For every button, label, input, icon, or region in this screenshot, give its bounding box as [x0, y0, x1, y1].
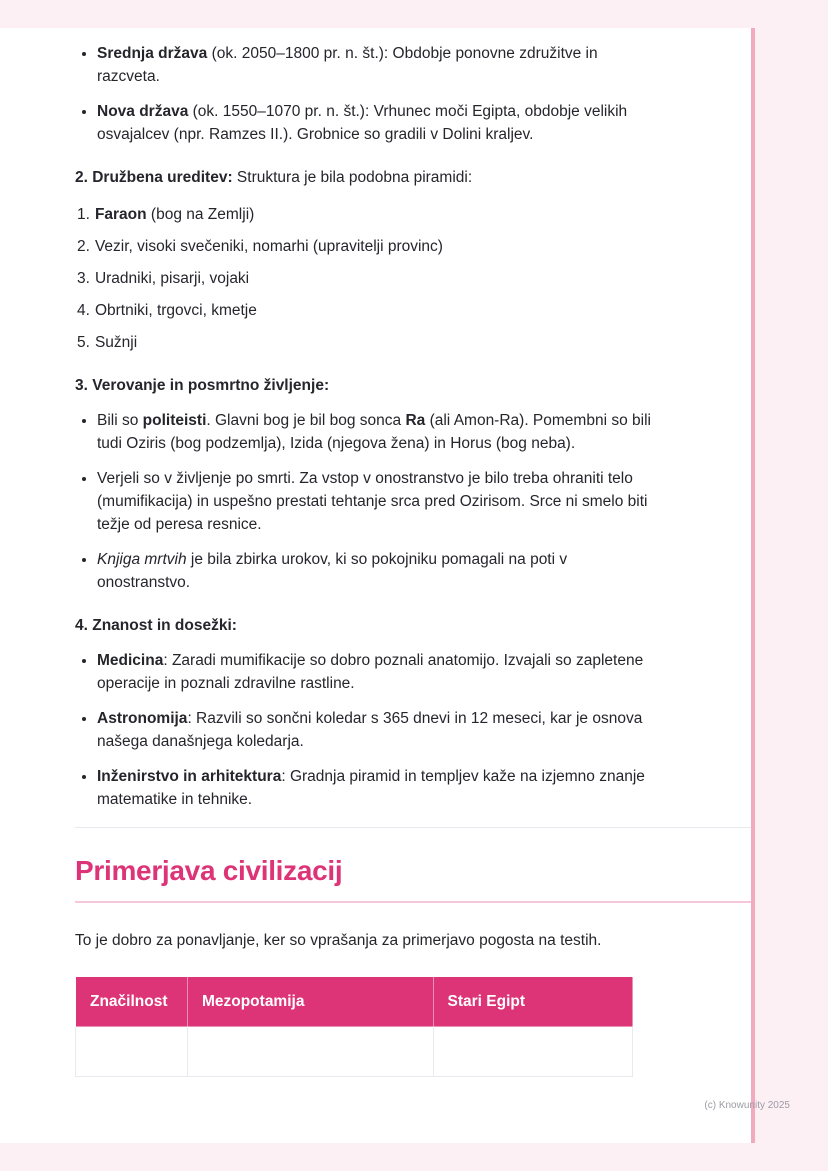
text-segment: Nova država — [97, 103, 189, 120]
text-segment: : Zaradi mumifikacije so dobro poznali anatomijo. Izvajali so zapletene operacije in poznali zdravilne rastline. — [97, 652, 644, 692]
list-number: 1. — [77, 206, 90, 223]
list-item — [97, 707, 652, 753]
text-segment: Obrtniki, trgovci, kmetje — [94, 302, 257, 319]
comparison-title: Primerjava civilizacij — [75, 855, 343, 886]
title-underline — [75, 901, 751, 903]
text-segment: je bila zbirka urokov, ki so pokojniku pomagali na poti v onostranstvo. — [97, 551, 568, 591]
list-number: 3. — [77, 270, 90, 287]
table-header-cell: Stari Egipt — [433, 977, 633, 1027]
text-segment: Bili so — [97, 412, 143, 429]
text-segment: Vezir, visoki svečeniki, nomarhi (upravitelji provinc) — [94, 238, 443, 255]
text-segment: (ok. 1550–1070 pr. n. št.): Vrhunec moči Egipta, obdobje velikih osvajalcev (npr. Ramzes II.). Grobnice so gradili v Dolini kraljev. — [97, 103, 628, 143]
science-list — [75, 649, 751, 811]
section-divider — [75, 827, 751, 828]
text-segment: : Gradnja piramid in templjev kaže na izjemno znanje matematike in tehnike. — [97, 768, 645, 808]
list-item — [97, 467, 652, 536]
text-segment: (bog na Zemlji) — [146, 206, 255, 223]
hierarchy-list — [75, 203, 751, 354]
list-number: 4. — [77, 302, 90, 319]
list-number: 2. — [77, 238, 90, 255]
section-3-heading — [75, 374, 642, 397]
table-header-cell: Značilnost — [76, 977, 188, 1027]
section-2-heading — [75, 166, 642, 189]
text-segment: politeisti — [142, 412, 207, 429]
text-segment: Ra — [405, 412, 426, 429]
table-cell — [187, 1027, 433, 1077]
beliefs-list — [75, 409, 751, 594]
text-segment: Inženirstvo in arhitektura — [97, 768, 282, 785]
list-item — [97, 100, 652, 146]
comparison-table — [75, 976, 633, 1077]
table-header-cell: Mezopotamija — [187, 977, 433, 1027]
text-segment: (ali Amon-Ra). Pomembni so bili tudi Oziris (bog podzemlja), Izida (njegova žena) in Horus (bog neba). — [97, 412, 651, 452]
text-segment: Struktura je bila podobna piramidi: — [232, 169, 473, 186]
list-item — [97, 409, 652, 455]
section-label: 4. Znanost in dosežki: — [75, 617, 237, 634]
text-segment: . Glavni bog je bil bog sonca — [206, 412, 406, 429]
comparison-intro: To je dobro za ponavljanje, ker so vprašanja za primerjavo pogosta na testih. — [75, 932, 602, 949]
period-list — [75, 42, 751, 146]
table-header-row — [76, 977, 633, 1027]
list-item — [97, 548, 652, 594]
text-segment: (ok. 2050–1800 pr. n. št.): Obdobje ponovne združitve in razcveta. — [97, 45, 598, 85]
text-segment: : Razvili so sončni koledar s 365 dnevi in 12 meseci, kar je osnova našega današnjega koledarja. — [97, 710, 643, 750]
list-item — [77, 203, 751, 226]
text-segment: Verjeli so v življenje po smrti. Za vstop v onostranstvo je bilo treba ohraniti telo (mumifikacija) in uspešno prestati tehtanje srca pred Ozirisom. Srce ni smelo biti težje od peresa resnice. — [97, 470, 648, 533]
list-item — [77, 299, 751, 322]
text-segment: Uradniki, pisarji, vojaki — [94, 270, 250, 287]
list-number: 5. — [77, 334, 90, 351]
watermark: (c) Knowunity 2025 — [704, 1100, 790, 1111]
text-segment: Medicina — [97, 652, 164, 669]
section-4-heading — [75, 614, 642, 637]
document-content — [75, 42, 751, 1077]
table-row — [76, 1027, 633, 1077]
list-item — [97, 765, 652, 811]
document-page — [0, 28, 755, 1143]
list-item — [77, 331, 751, 354]
text-segment: Sužnji — [94, 334, 138, 351]
list-item — [77, 235, 751, 258]
section-label: 3. Verovanje in posmrtno življenje: — [75, 377, 330, 394]
list-item — [97, 42, 652, 88]
text-segment: Astronomija — [97, 710, 188, 727]
section-label: 2. Družbena ureditev: — [75, 169, 233, 186]
text-segment: Faraon — [94, 206, 147, 223]
text-segment: Knjiga mrtvih — [97, 551, 187, 568]
text-segment: Srednja država — [97, 45, 208, 62]
table-cell — [433, 1027, 633, 1077]
list-item — [97, 649, 652, 695]
list-item — [77, 267, 751, 290]
table-cell — [76, 1027, 188, 1077]
